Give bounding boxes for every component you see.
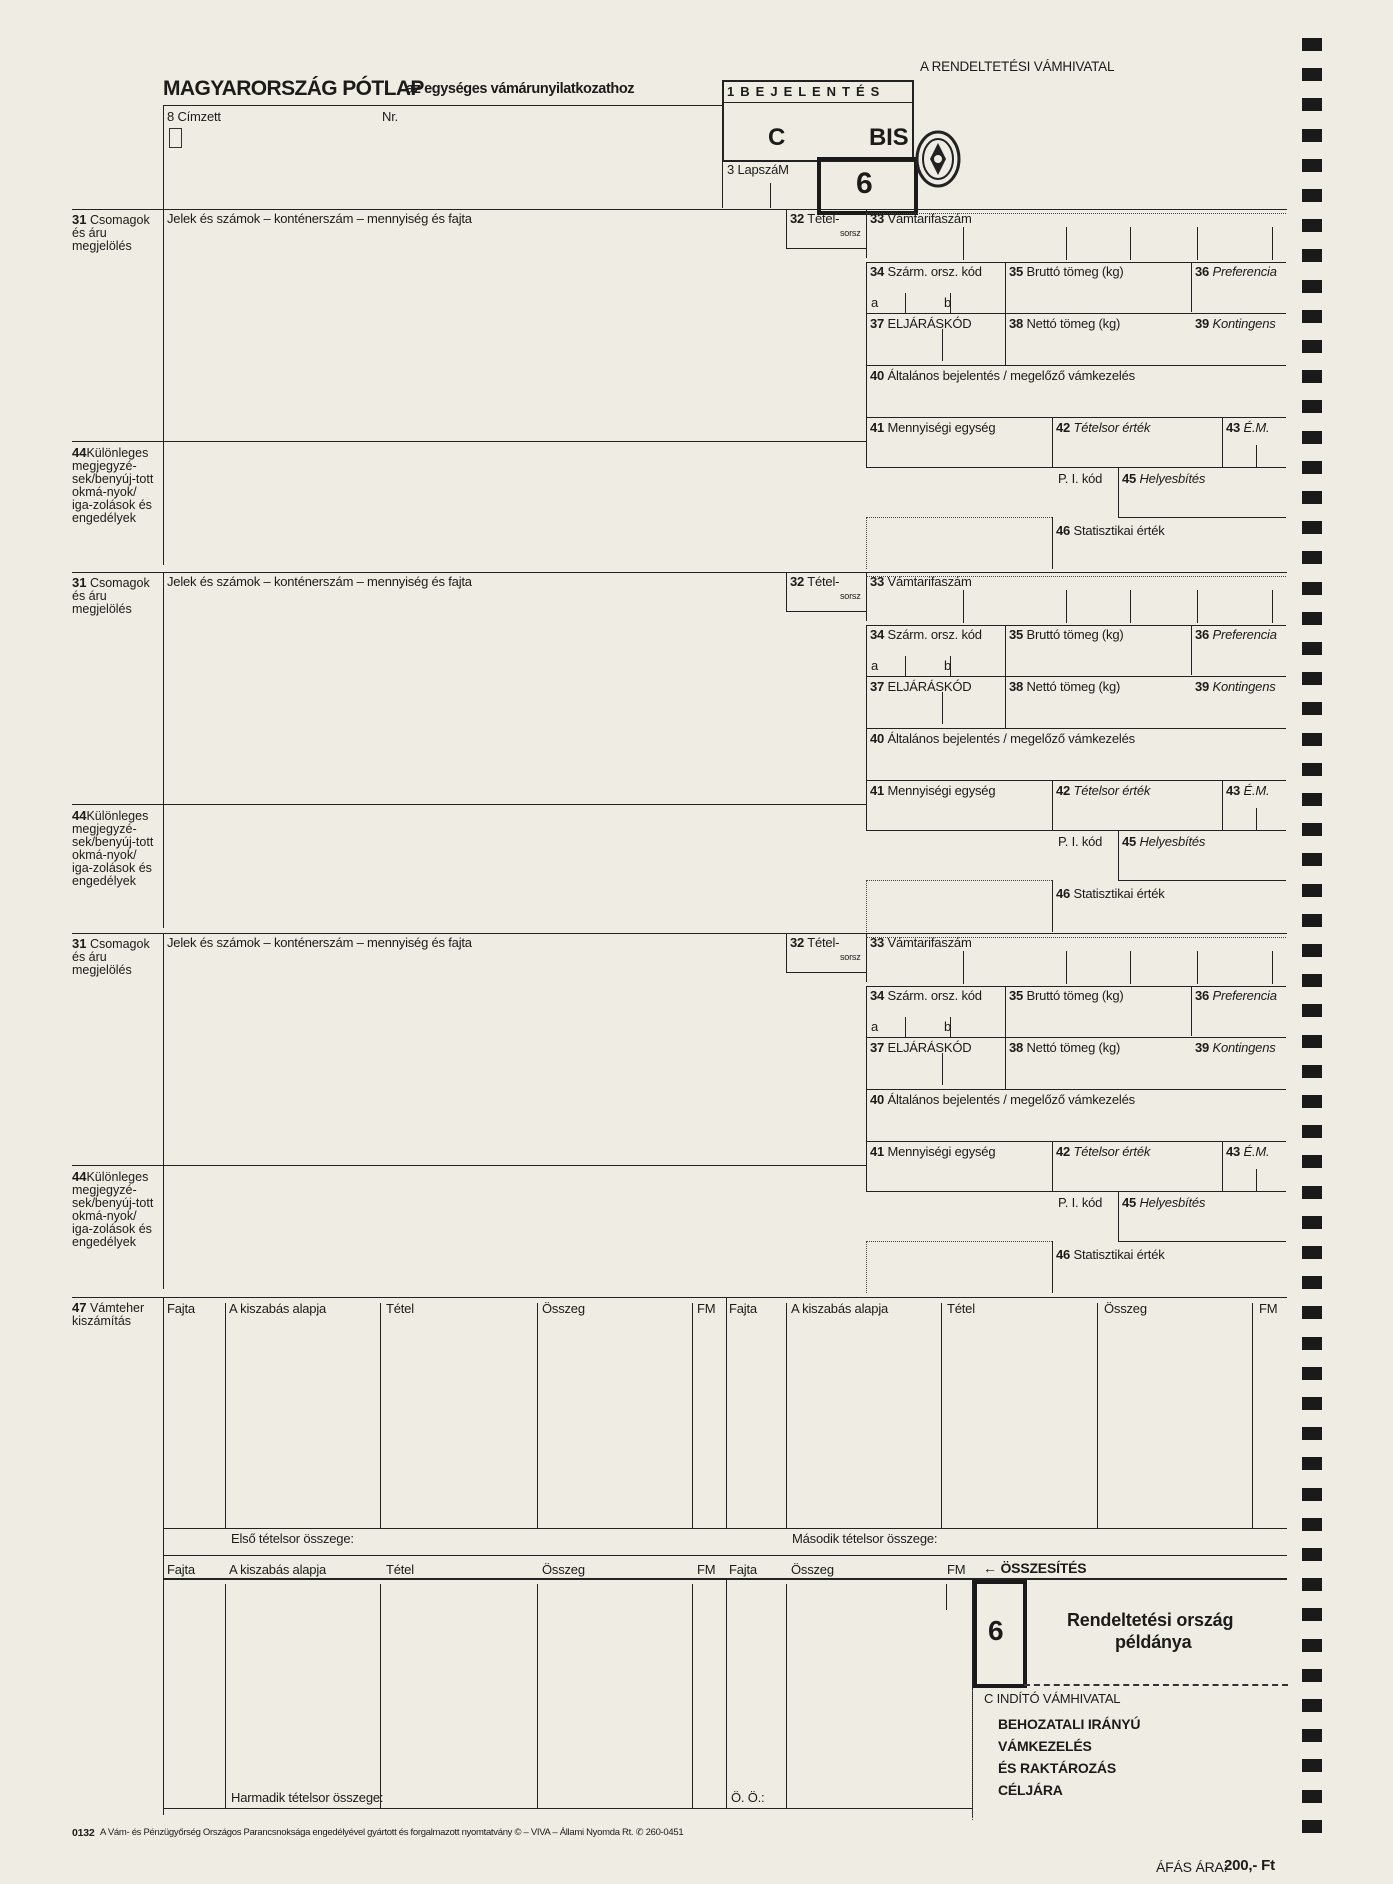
pi-code: P. I. kód (1058, 834, 1103, 849)
copy-box-line2: példánya (1115, 1632, 1192, 1652)
col-fm-3: FM (697, 1562, 716, 1577)
col-osszeg-3: Összeg (542, 1562, 585, 1577)
checkbox-8[interactable] (169, 128, 182, 148)
second-total-label: Második tételsor összege: (792, 1531, 938, 1546)
copy-box-number: 6 (988, 1615, 1004, 1646)
field-44: 44Különleges megjegyzé-sek/benyúj-tott okmá-nyok/ iga-zolások és engedélyek (72, 445, 154, 525)
field-46: 46 Statisztikai érték (1056, 1247, 1165, 1262)
field-45: 45 Helyesbítés (1122, 1195, 1206, 1210)
field-42: 42 Tételsor érték (1056, 420, 1151, 435)
osszesites-label: ← ÖSSZESÍTÉS (983, 1560, 1087, 1576)
pi-code: P. I. kód (1058, 471, 1103, 486)
field-47: 47 Vámteher kiszámítás (72, 1300, 145, 1328)
field-31: 31 Csomagok és áru megjelölés (72, 936, 150, 977)
feed-marks (1302, 38, 1324, 1848)
field-38: 38 Nettó tömeg (kg) (1009, 679, 1121, 694)
form-subtitle: az egységes vámárunyilatkozathoz (406, 81, 635, 97)
purpose-line4: CÉLJÁRA (998, 1782, 1063, 1798)
marks-label: Jelek és számok – konténerszám – mennyiség és fajta (167, 574, 472, 589)
field-31: 31 Csomagok és áru megjelölés (72, 575, 150, 616)
field-32-sub: sorsz (840, 591, 861, 601)
field-34: 34 Szárm. orsz. kód (870, 264, 982, 279)
field-40: 40 Általános bejelentés / megelőző vámkezelés (870, 1092, 1135, 1107)
col-fm-4: FM (947, 1562, 966, 1577)
field-38: 38 Nettó tömeg (kg) (1009, 316, 1121, 331)
purpose-line1: BEHOZATALI IRÁNYÚ (998, 1716, 1141, 1732)
field-46: 46 Statisztikai érték (1056, 886, 1165, 901)
field-39: 39 Kontingens (1195, 679, 1276, 694)
field-34-b: b (944, 658, 952, 673)
col-fajta-4: Fajta (729, 1562, 757, 1577)
purpose-line3: ÉS RAKTÁROZÁS (998, 1760, 1116, 1776)
price-label: ÁFÁS ÁRA: (1156, 1859, 1228, 1875)
field-43: 43 É.M. (1226, 420, 1270, 435)
field-35: 35 Bruttó tömeg (kg) (1009, 627, 1124, 642)
copy-box-line1: Rendeltetési ország (1067, 1610, 1234, 1630)
marks-label: Jelek és számok – konténerszám – mennyiség és fajta (167, 211, 472, 226)
price-value: 200,- Ft (1224, 1857, 1275, 1874)
col-tetel-1: Tétel (386, 1301, 414, 1316)
field-42: 42 Tételsor érték (1056, 1144, 1151, 1159)
field-33: 33 Vámtarifaszám (870, 935, 972, 950)
col-osszeg-2: Összeg (1104, 1301, 1147, 1316)
field-41: 41 Mennyiségi egység (870, 1144, 996, 1159)
col-fajta-3: Fajta (167, 1562, 195, 1577)
field-36: 36 Preferencia (1195, 988, 1277, 1003)
field-32: 32 Tétel- (790, 935, 840, 950)
field-40: 40 Általános bejelentés / megelőző vámkezelés (870, 731, 1135, 746)
box-1-c: C (768, 124, 786, 151)
field-37: 37 ELJÁRÁSKÓD (870, 1040, 972, 1055)
field-34-a: a (871, 1019, 879, 1034)
field-41: 41 Mennyiségi egység (870, 420, 996, 435)
field-36: 36 Preferencia (1195, 627, 1277, 642)
col-fm-1: FM (697, 1301, 716, 1316)
col-tetel-3: Tétel (386, 1562, 414, 1577)
customs-emblem-icon (913, 129, 963, 189)
field-a-label: A RENDELTETÉSI VÁMHIVATAL (920, 59, 1115, 74)
purpose-line2: VÁMKEZELÉS (998, 1738, 1092, 1754)
nr-label: Nr. (382, 109, 399, 124)
field-37: 37 ELJÁRÁSKÓD (870, 679, 972, 694)
field-41: 41 Mennyiségi egység (870, 783, 996, 798)
field-8-label: 8 Címzett (167, 109, 221, 124)
field-40: 40 Általános bejelentés / megelőző vámkezelés (870, 368, 1135, 383)
field-35: 35 Bruttó tömeg (kg) (1009, 988, 1124, 1003)
form-title: MAGYARORSZÁG PÓTLAP (163, 77, 424, 100)
field-c-label: C INDÍTÓ VÁMHIVATAL (984, 1691, 1121, 1706)
pi-code: P. I. kód (1058, 1195, 1103, 1210)
field-42: 42 Tételsor érték (1056, 783, 1151, 798)
field-44: 44Különleges megjegyzé-sek/benyúj-tott okmá-nyok/ iga-zolások és engedélyek (72, 808, 154, 888)
field-39: 39 Kontingens (1195, 316, 1276, 331)
col-osszeg-1: Összeg (542, 1301, 585, 1316)
field-34-b: b (944, 1019, 952, 1034)
field-34-a: a (871, 658, 879, 673)
oo-label: Ö. Ö.: (731, 1790, 765, 1805)
field-32: 32 Tétel- (790, 211, 840, 226)
field-43: 43 É.M. (1226, 783, 1270, 798)
col-alap-1: A kiszabás alapja (229, 1301, 327, 1316)
field-32: 32 Tétel- (790, 574, 840, 589)
field-32-sub: sorsz (840, 228, 861, 238)
field-35: 35 Bruttó tömeg (kg) (1009, 264, 1124, 279)
field-36: 36 Preferencia (1195, 264, 1277, 279)
field-34-a: a (871, 295, 879, 310)
field-38: 38 Nettó tömeg (kg) (1009, 1040, 1121, 1055)
field-45: 45 Helyesbítés (1122, 471, 1206, 486)
col-fajta-2: Fajta (729, 1301, 757, 1316)
col-osszeg-4: Összeg (791, 1562, 834, 1577)
field-46: 46 Statisztikai érték (1056, 523, 1165, 538)
box-1-label: 1 B E J E L E N T É S (727, 84, 881, 99)
box-1-bis: BIS (869, 124, 909, 151)
field-34: 34 Szárm. orsz. kód (870, 627, 982, 642)
col-fm-2: FM (1259, 1301, 1278, 1316)
field-43: 43 É.M. (1226, 1144, 1270, 1159)
field-37: 37 ELJÁRÁSKÓD (870, 316, 972, 331)
field-44: 44Különleges megjegyzé-sek/benyúj-tott okmá-nyok/ iga-zolások és engedélyek (72, 1169, 154, 1249)
footer-text: A Vám- és Pénzügyőrség Országos Parancsnoksága engedélyével gyártott és forgalmazott nyomtatvány © – VIVA – Állami Nyomda Rt. ✆ 260-0451 (100, 1827, 684, 1838)
field-33: 33 Vámtarifaszám (870, 211, 972, 226)
col-fajta-1: Fajta (167, 1301, 195, 1316)
footer-code: 0132 (72, 1827, 95, 1839)
field-34-b: b (944, 295, 952, 310)
field-33: 33 Vámtarifaszám (870, 574, 972, 589)
box-3-label: 3 LapszáM (727, 162, 789, 177)
col-alap-3: A kiszabás alapja (229, 1562, 327, 1577)
field-45: 45 Helyesbítés (1122, 834, 1206, 849)
first-total-label: Első tételsor összege: (231, 1531, 354, 1546)
field-34: 34 Szárm. orsz. kód (870, 988, 982, 1003)
field-31: 31 Csomagok és áru megjelölés (72, 212, 150, 253)
field-39: 39 Kontingens (1195, 1040, 1276, 1055)
field-32-sub: sorsz (840, 952, 861, 962)
col-tetel-2: Tétel (947, 1301, 975, 1316)
third-total-label: Harmadik tételsor összege: (231, 1790, 384, 1805)
col-alap-2: A kiszabás alapja (791, 1301, 889, 1316)
marks-label: Jelek és számok – konténerszám – mennyiség és fajta (167, 935, 472, 950)
copy-number: 6 (856, 167, 873, 200)
